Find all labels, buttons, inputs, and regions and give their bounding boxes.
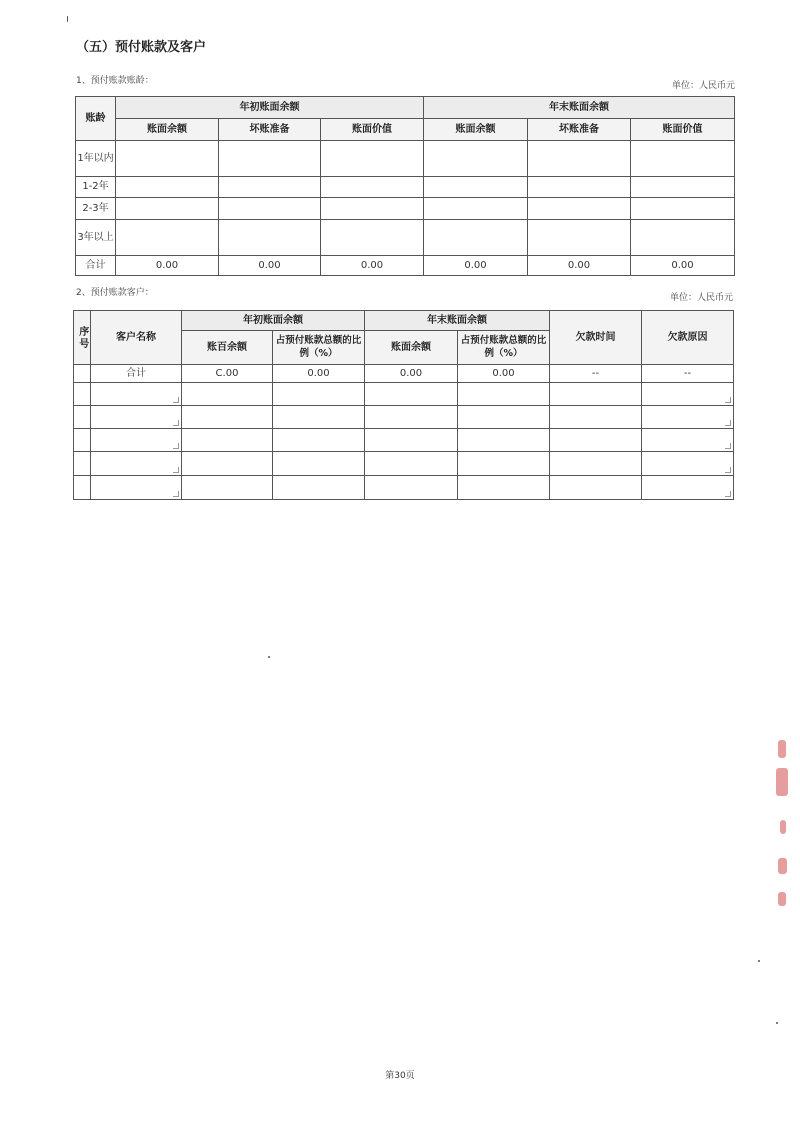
value-cell[interactable] (321, 177, 424, 198)
begin-balance-input[interactable] (182, 383, 273, 406)
total-row (76, 256, 735, 276)
customer-name-header: 客户名称 (91, 311, 182, 365)
customer-unit: 单位：人民币元 (669, 293, 733, 303)
table-row (76, 141, 735, 177)
begin-ratio-input[interactable] (273, 476, 365, 500)
owed-time-input[interactable] (550, 406, 642, 429)
value-cell[interactable] (219, 220, 321, 256)
begin-balance-group-header: 年初账面余额 (182, 311, 365, 331)
table-row (74, 383, 734, 406)
total-cell: 0.00 (424, 256, 528, 276)
owed-time-header: 欠款时间 (550, 311, 642, 365)
value-cell[interactable] (631, 177, 735, 198)
total-end-ratio: 0.00 (458, 365, 550, 383)
begin-balance-input[interactable] (182, 429, 273, 452)
value-cell[interactable] (528, 141, 631, 177)
table-row (74, 476, 734, 500)
end-ratio-header: 占预付账款总额的比例（%） (458, 331, 550, 365)
seq-cell[interactable] (74, 452, 91, 476)
end-ratio-input[interactable] (458, 452, 550, 476)
seal-fragment (778, 892, 786, 906)
row-label: 1年以内 (76, 141, 116, 177)
scan-speck (776, 1022, 778, 1024)
seq-header: 序号 (74, 311, 91, 365)
owed-reason-input[interactable] (642, 406, 734, 429)
row-label: 1-2年 (76, 177, 116, 198)
owed-time-input[interactable] (550, 452, 642, 476)
begin-ratio-header: 占预付账款总额的比例（%） (273, 331, 365, 365)
owed-reason-input[interactable] (642, 383, 734, 406)
total-owed-time: -- (550, 365, 642, 383)
value-cell[interactable] (528, 177, 631, 198)
owed-time-input[interactable] (550, 383, 642, 406)
end-ratio-input[interactable] (458, 429, 550, 452)
seq-cell[interactable] (74, 383, 91, 406)
scan-speck (758, 960, 760, 962)
customer-subtitle: 2、预付账款客户： (76, 288, 154, 298)
value-cell[interactable] (631, 141, 735, 177)
value-cell[interactable] (631, 198, 735, 220)
col-header: 账面余额 (424, 119, 528, 141)
begin-balance-input[interactable] (182, 452, 273, 476)
customer-table (73, 310, 734, 500)
col-header: 账面余额 (116, 119, 219, 141)
begin-balance-header: 账百余额 (182, 331, 273, 365)
end-balance-input[interactable] (365, 429, 458, 452)
end-ratio-input[interactable] (458, 383, 550, 406)
total-cell: 0.00 (321, 256, 424, 276)
end-balance-group-header: 年末账面余额 (365, 311, 550, 331)
end-balance-header: 账面余额 (365, 331, 458, 365)
value-cell[interactable] (424, 141, 528, 177)
owed-reason-input[interactable] (642, 476, 734, 500)
total-cell: 0.00 (219, 256, 321, 276)
seq-cell[interactable] (74, 406, 91, 429)
begin-ratio-input[interactable] (273, 452, 365, 476)
value-cell[interactable] (321, 198, 424, 220)
end-balance-input[interactable] (365, 452, 458, 476)
total-end-balance: 0.00 (365, 365, 458, 383)
end-balance-input[interactable] (365, 383, 458, 406)
seq-cell[interactable] (74, 476, 91, 500)
value-cell[interactable] (321, 220, 424, 256)
aging-table (75, 96, 735, 276)
end-balance-group-header: 年末账面余额 (424, 97, 735, 119)
table-row (74, 406, 734, 429)
seal-fragment (778, 740, 786, 758)
col-header: 账面价值 (321, 119, 424, 141)
aging-subtitle: 1、预付账款账龄： (76, 76, 154, 86)
customer-name-input[interactable] (91, 406, 182, 429)
total-label: 合计 (91, 365, 182, 383)
total-owed-reason: -- (642, 365, 734, 383)
owed-time-input[interactable] (550, 429, 642, 452)
owed-time-input[interactable] (550, 476, 642, 500)
value-cell[interactable] (219, 141, 321, 177)
value-cell[interactable] (528, 198, 631, 220)
begin-balance-input[interactable] (182, 476, 273, 500)
begin-balance-input[interactable] (182, 406, 273, 429)
seq-cell[interactable] (74, 429, 91, 452)
row-label: 3年以上 (76, 220, 116, 256)
value-cell[interactable] (116, 141, 219, 177)
table-row (74, 429, 734, 452)
seal-fragment (776, 768, 788, 796)
value-cell[interactable] (219, 177, 321, 198)
value-cell[interactable] (116, 177, 219, 198)
end-ratio-input[interactable] (458, 476, 550, 500)
value-cell[interactable] (116, 220, 219, 256)
row-label: 2-3年 (76, 198, 116, 220)
begin-ratio-input[interactable] (273, 406, 365, 429)
col-header: 坏账准备 (528, 119, 631, 141)
total-cell: 0.00 (528, 256, 631, 276)
owed-reason-header: 欠款原因 (642, 311, 734, 365)
table-row (76, 198, 735, 220)
owed-reason-input[interactable] (642, 429, 734, 452)
value-cell[interactable] (424, 220, 528, 256)
seq-cell (74, 365, 91, 383)
total-cell: 0.00 (116, 256, 219, 276)
customer-name-input[interactable] (91, 476, 182, 500)
owed-reason-input[interactable] (642, 452, 734, 476)
customer-name-input[interactable] (91, 429, 182, 452)
page-number: 第30页 (385, 1071, 415, 1081)
value-cell[interactable] (424, 198, 528, 220)
scan-speck (268, 656, 270, 658)
total-begin-balance: C.00 (182, 365, 273, 383)
customer-name-input[interactable] (91, 452, 182, 476)
begin-ratio-input[interactable] (273, 383, 365, 406)
seal-fragment (780, 820, 786, 834)
table-row (76, 220, 735, 256)
section-title: （五）预付账款及客户 (76, 40, 207, 55)
total-row (74, 365, 734, 383)
total-cell: 0.00 (631, 256, 735, 276)
value-cell[interactable] (116, 198, 219, 220)
end-balance-input[interactable] (365, 476, 458, 500)
scan-speck (67, 16, 68, 22)
end-balance-input[interactable] (365, 406, 458, 429)
col-header: 坏账准备 (219, 119, 321, 141)
col-header: 账面价值 (631, 119, 735, 141)
total-begin-ratio: 0.00 (273, 365, 365, 383)
aging-unit: 单位：人民币元 (671, 81, 735, 91)
value-cell[interactable] (424, 177, 528, 198)
total-label: 合计 (76, 256, 116, 276)
value-cell[interactable] (528, 220, 631, 256)
value-cell[interactable] (219, 198, 321, 220)
table-row (76, 177, 735, 198)
end-ratio-input[interactable] (458, 406, 550, 429)
seal-fragment (778, 858, 787, 874)
customer-name-input[interactable] (91, 383, 182, 406)
begin-ratio-input[interactable] (273, 429, 365, 452)
value-cell[interactable] (321, 141, 424, 177)
table-row (74, 452, 734, 476)
aging-header: 账龄 (76, 97, 116, 141)
begin-balance-group-header: 年初账面余额 (116, 97, 424, 119)
value-cell[interactable] (631, 220, 735, 256)
